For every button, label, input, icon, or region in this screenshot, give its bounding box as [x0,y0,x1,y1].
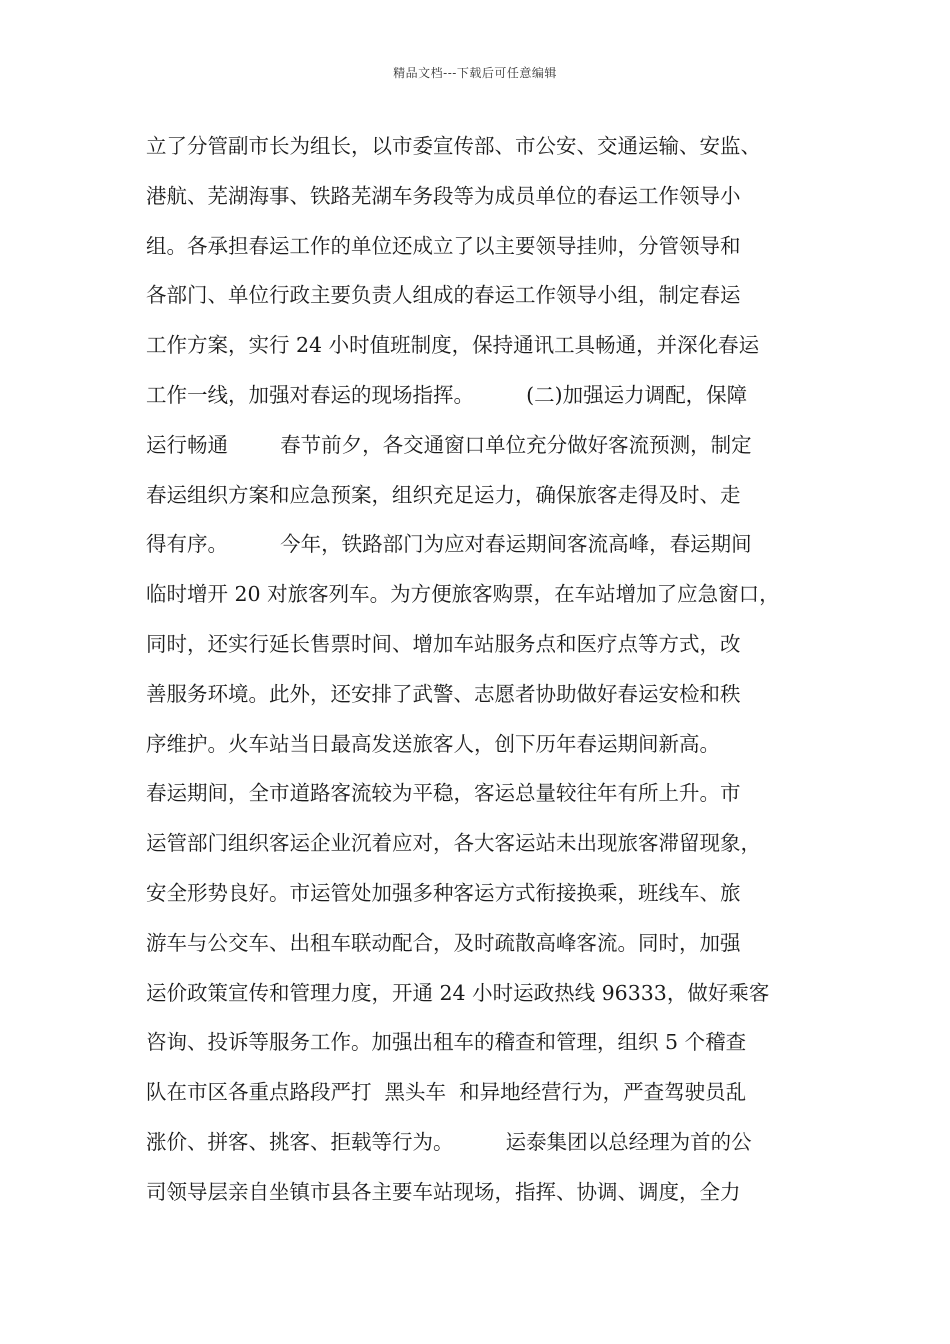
text-line: 咨询、投诉等服务工作。加强出租车的稽查和管理，组织 5 个稽查 [146,1030,747,1055]
text-line: 同时，还实行延长售票时间、增加车站服务点和医疗点等方式，改 [146,631,741,656]
text-line: 安全形势良好。市运管处加强多种客运方式衔接换乘，班线车、旅 [146,880,741,905]
body-text [146,122,806,1218]
text-line: 各部门、单位行政主要负责人组成的春运工作领导小组，制定春运 [146,283,741,308]
text-line: 工作方案，实行 24 小时值班制度，保持通讯工具畅通，并深化春运 [146,333,760,358]
text-line: 立了分管副市长为组长，以市委宣传部、市公安、交通运输、安监、 [146,134,761,158]
text-line: 港航、芜湖海事、铁路芜湖车务段等为成员单位的春运工作领导小 [146,183,741,208]
text-line: 工作一线，加强对春运的现场指挥。 (二)加强运力调配，保障 [146,382,748,407]
text-line: 组。各承担春运工作的单位还成立了以主要领导挂帅，分管领导和 [146,233,741,258]
text-line: 运行畅通 春节前夕，各交通窗口单位充分做好客流预测，制定 [146,432,752,457]
text-line: 春运期间，全市道路客流较为平稳，客运总量较往年有所上升。市 [146,781,741,806]
text-line: 春运组织方案和应急预案，组织充足运力，确保旅客走得及时、走 [146,482,741,507]
text-line: 司领导层亲自坐镇市县各主要车站现场，指挥、协调、调度，全力 [146,1179,741,1204]
text-line: 善服务环境。此外，还安排了武警、志愿者协助做好春运安检和秩 [146,681,741,706]
text-line: 游车与公交车、出租车联动配合，及时疏散高峰客流。同时，加强 [146,930,741,955]
text-line: 运管部门组织客运企业沉着应对，各大客运站未出现旅客滞留现象， [146,831,761,856]
text-line: 涨价、拼客、挑客、拒载等行为。 运泰集团以总经理为首的公 [146,1129,752,1154]
text-line: 临时增开 20 对旅客列车。为方便旅客购票，在车站增加了应急窗口， [146,582,780,607]
text-line: 运价政策宣传和管理力度，开通 24 小时运政热线 96333，做好乘客 [146,980,770,1005]
text-line: 序维护。火车站当日最高发送旅客人，创下历年春运期间新高。 [146,731,720,756]
text-line: 得有序。 今年，铁路部门为应对春运期间客流高峰，春运期间 [146,532,752,557]
text-line: 队在市区各重点路段严打 黑头车 和异地经营行为，严查驾驶员乱 [146,1080,747,1105]
page-header: 精品文档---下载后可任意编辑 [393,66,557,80]
